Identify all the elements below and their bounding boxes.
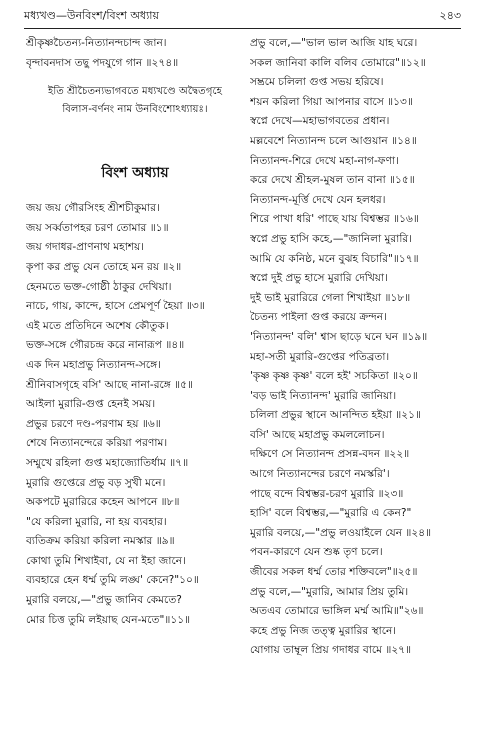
verse-line: কৃপা কর প্রভু যেন তোহে মন রয় ॥২॥ (26, 260, 182, 273)
verse-line: ব্যতিক্রম করিয়া করিলা নমস্কার ॥৯॥ (26, 535, 175, 548)
verse-line: কহে প্রভু নিজ তত্ত্ব মুরারির স্থানে। (250, 624, 397, 637)
verse-line: মুরারি বলয়ে,—"প্রভু লওয়াইলে যেন ॥২৪॥ (250, 526, 432, 539)
verse-line: চলিলা প্রভুর স্থানে আনন্দিত হইয়া ॥২১॥ (250, 409, 422, 422)
verse-line: কোথা তুমি শিখাইবা, যে না ইহা জানে। (26, 554, 186, 567)
verse-line: শয়ন করিলা গিয়া আপনার বাসে ॥১৩॥ (250, 95, 413, 108)
verse-line: সম্ভ্রমে চলিলা গুপ্ত সভয় হরিষে। (250, 76, 384, 89)
verse-line: জয় সর্ব্বতাপহর চরণ তোমার ॥১॥ (26, 221, 169, 234)
verse-line: মুরারি বলয়ে,—"প্রভু জানিব কেমতে? (26, 594, 182, 607)
verse-line (250, 661, 464, 681)
spacer (26, 73, 244, 83)
verse-line: বসি' আছে মহাপ্রভু কমললোচন। (250, 428, 385, 441)
verse-line: মল্লবেশে নিত্যানন্দ চলে আগুয়ান ॥১৪॥ (250, 134, 417, 147)
verse-line: নিত্যানন্দ-শিরে দেখে মহা-নাগ-ফণা। (250, 154, 399, 167)
verse-line: "যে করিলা মুরারি, না হয় ব্যবহার। (26, 515, 167, 528)
right-column (250, 34, 464, 700)
verse-line: স্বপ্নে প্রভু হাসি কহে,—"জানিলা মুরারি। (250, 232, 412, 245)
verse-line: 'কৃষ্ণ কৃষ্ণ কৃষ্ণ' বলে হই' সচকিতা ॥২০॥ (250, 370, 418, 383)
verse-line: হাসি' বলে বিশ্বম্ভর,—"মুরারি এ কেন?" (250, 507, 412, 520)
verse-block (26, 199, 244, 630)
verse-line: দক্ষিণে সে নিত্যানন্দ প্রসন্ন-বদন ॥২২॥ (250, 448, 410, 461)
verse-line: নাচে, গায়, কান্দে, হাসে প্রেমপূর্ণ হৈয়া ॥৩॥ (26, 300, 205, 313)
verse-line: এক দিন মহাপ্রভু নিত্যানন্দ-সঙ্গে। (26, 358, 161, 371)
verse-line: প্রভু বলে,—"মুরারি, আমার প্রিয় তুমি। (250, 585, 409, 598)
verse-line: মহা-সতী মুরারি-গুপ্তের পতিব্রতা। (250, 350, 390, 363)
verse-line: স্বপ্নে দুই প্রভু হাসে মুরারি দেখিয়া। (250, 272, 388, 285)
verse-line: শিরে পাখা ধরি' পাছে যায় বিশ্বম্ভর ॥১৬॥ (250, 213, 419, 226)
verse-line: অতএব তোমারে ভাঙ্গিল মর্ম্ম আমি॥"২৬॥ (250, 605, 424, 618)
verse-line: জীবের সকল ধর্ম্ম তোর শক্তিবলে"॥২৫॥ (250, 566, 418, 579)
verse-line: সকল জানিবা কালি বলিব তোমারে"॥১২॥ (250, 56, 426, 69)
verse-line: শেষে নিত্যানন্দেরে করিয়া পরণাম। (26, 437, 168, 450)
verse-line: জয় জয় গৌরসিংহ শ্রীশচীকুমার। (26, 202, 160, 215)
spacer (26, 119, 244, 153)
verse-line: বৃন্দাবনদাস তছু পদযুগে গান ॥২৭৪॥ (26, 56, 179, 69)
verse-line: প্রভু বলে,—"ভাল ভাল আজি যাহ ঘরে। (250, 37, 418, 49)
header-rule (24, 28, 461, 29)
chapter-title: বিংশ অধ্যায় (101, 165, 169, 182)
verse-line: আইলা মুরারি-গুপ্ত হেনই সময়। (26, 398, 156, 411)
chapter-colophon (26, 83, 244, 119)
verse-line: অকপটে মুরারিরে কহেন আপনে ॥৮॥ (26, 496, 180, 509)
verse-line: সম্মুখে রহিলা গুপ্ত মহাজ্যোতির্ধাম ॥৭॥ (26, 456, 189, 469)
verse-line: জয় গদাধর-প্রাণনাথ মহাশয়। (26, 241, 145, 254)
verse-line: যোগায় তাম্বূল প্রিয় গদাধর বামে ॥২৭॥ (250, 644, 412, 657)
verse-line: 'নিত্যানন্দ' বলি' শ্বাস ছাড়ে ঘনে ঘন ॥১৯॥ (250, 330, 428, 343)
left-column (26, 34, 244, 630)
verse-line (250, 681, 464, 701)
verse-line: আমি যে কনিষ্ঠ, মনে বুঝহ বিচারি"॥১৭॥ (250, 252, 419, 265)
verse-line: চৈতন্য পাইলা গুপ্ত করয়ে ক্রন্দন। (250, 311, 387, 324)
running-title: মধ্যখণ্ড—উনবিংশ/বিংশ অধ্যায় (24, 8, 159, 22)
verse-line: ব্যবহারে হেন ধর্ম্ম তুমি লঙ্ঘ' কেনে?"১০॥ (26, 574, 199, 587)
verse-line: শ্রীনিবাসগৃহে বসি' আছে নানা-রঙ্গে ॥৫॥ (26, 378, 194, 391)
verse-line: পাছে বন্দে বিশ্বম্ভর-চরণ মুরারি ॥২৩॥ (250, 487, 404, 500)
verse-line: স্বপ্নে দেখে—মহাভাগবতের প্রধান। (250, 115, 390, 128)
colophon-line: ইতি শ্রীচৈতন্যভাগবতে মধ্যখণ্ডে অদ্বৈতগৃহে (48, 86, 222, 98)
verse-line: 'বড় ভাই নিত্যানন্দ' মুরারি জানিয়া। (250, 389, 397, 402)
verse-line: নিত্যানন্দ-মূর্ত্তি দেখে যেন হলধর। (250, 193, 386, 206)
verse-line: ভক্ত-সঙ্গে গৌরচন্দ্র করে নানারূপ ॥৪॥ (26, 339, 185, 352)
verse-line: পবন-কারণে যেন শুষ্ক তৃণ চলে। (250, 546, 383, 559)
verse-line: প্রভুর চরণে দণ্ড-পরণাম হয় ॥৬॥ (26, 417, 161, 430)
verse-line: শ্রীকৃষ্ণচৈতন্য-নিত্যানন্দচান্দ জান। (26, 37, 167, 49)
verse-line: দুই ভাই মুরারিরে গেলা শিখাইয়া ॥১৮॥ (250, 291, 411, 304)
verse-line: করে দেখে শ্রীহল-মুষল তান বানা ॥১৫॥ (250, 174, 415, 187)
verse-line: হেনমতে ভক্ত-গোষ্ঠী ঠাকুর দেখিয়া। (26, 280, 172, 293)
verse-line: মোর চিত্ত তুমি লইয়াছ যেন-মতে"॥১১॥ (26, 613, 191, 626)
verse-line: এই মতে প্রতিদিনে অশেষ কৌতুক। (26, 319, 169, 332)
verse-line: আগে নিত্যানন্দের চরণে নমস্করি'। (250, 468, 390, 481)
verse-line: মুরারি গুপ্তেরে প্রভু বড় সুখী মনে। (26, 476, 166, 489)
page-number: ২৪৩ (439, 8, 461, 22)
colophon-line: বিলাস-বর্ণনং নাম উনবিংশোঽধ্যায়ঃ। (62, 104, 208, 116)
running-header (24, 6, 461, 26)
